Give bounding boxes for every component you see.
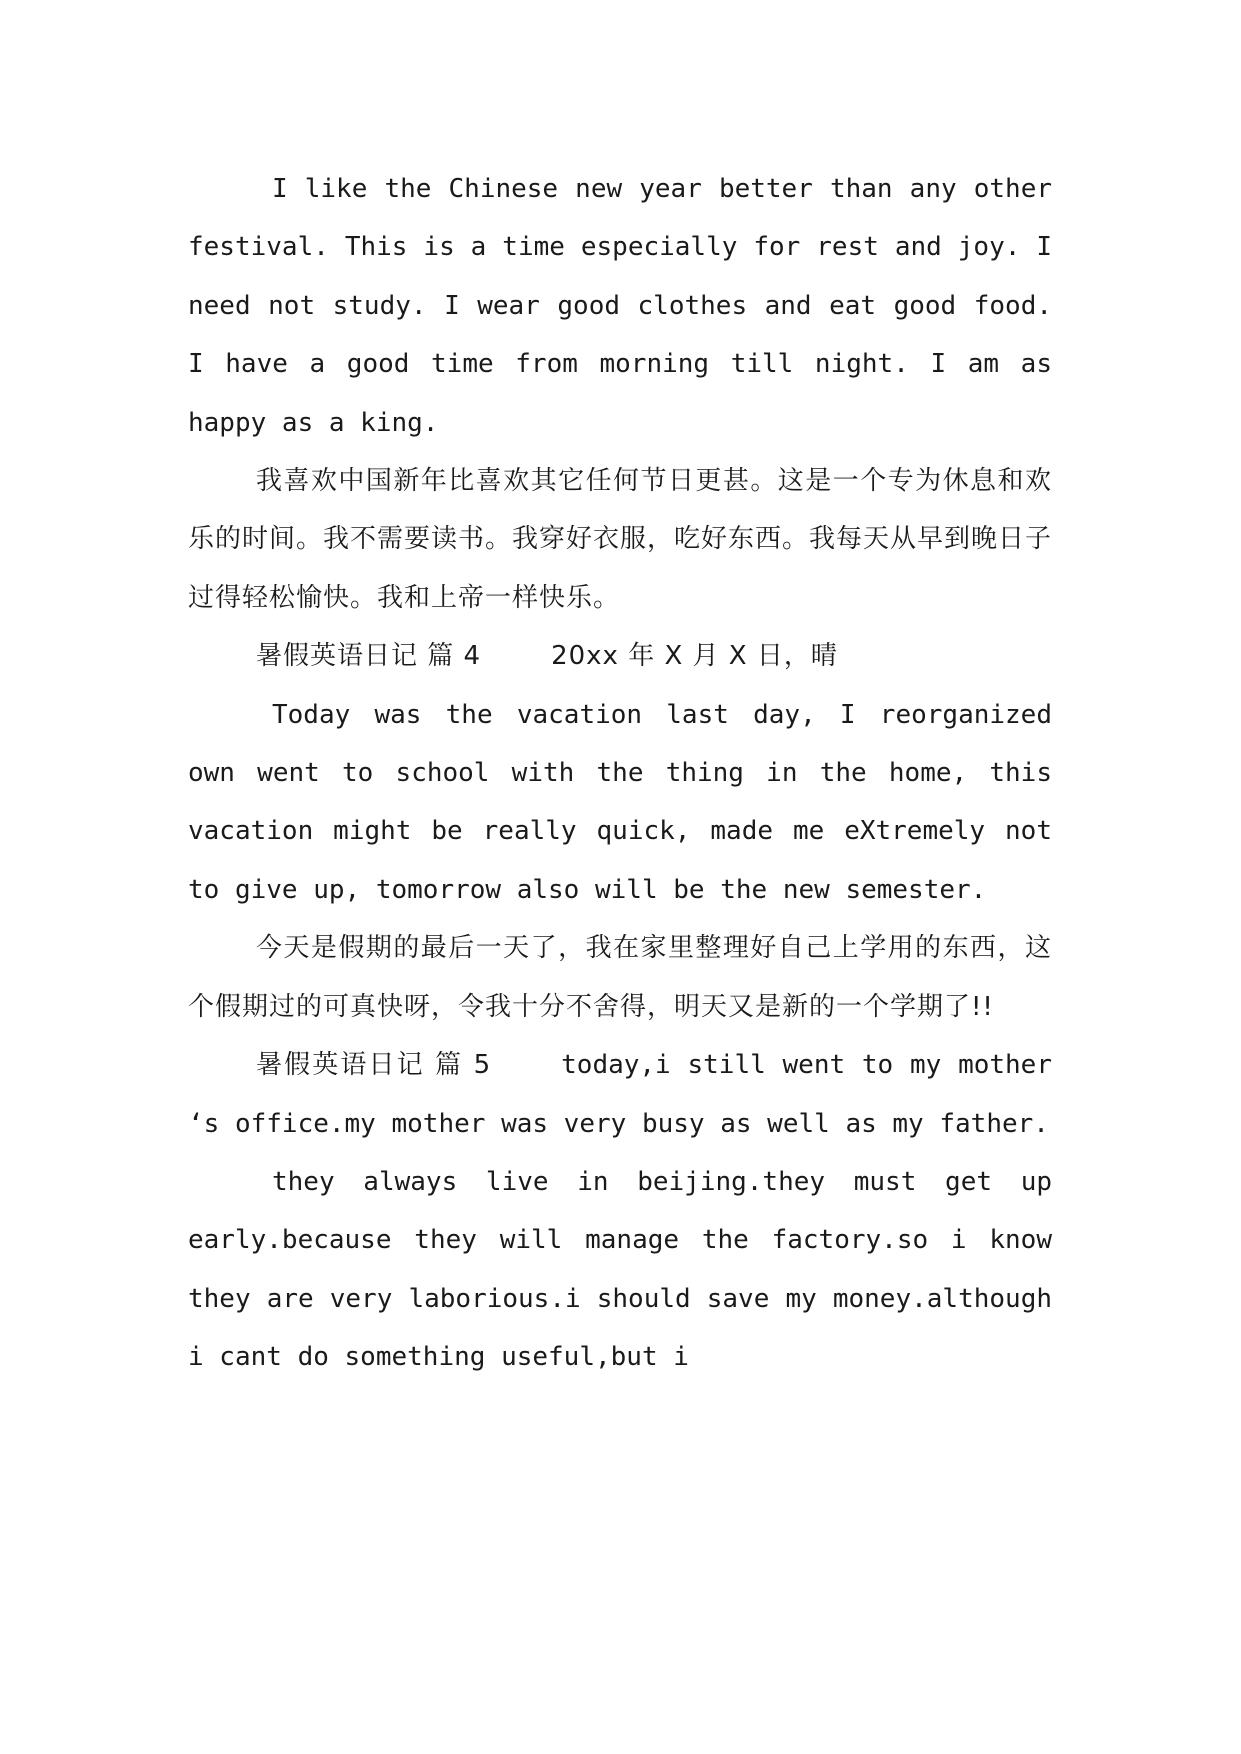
english-paragraph-vacation-last-day: Today was the vacation last day, I reorganized own went to school with the thing in the home, this vacation might be really quick, made me eXtremely not to give up, tomorrow also will be the new semester.: [188, 699, 1052, 905]
diary-heading-5-title: 暑假英语日记 篇 5: [256, 1050, 492, 1081]
document-body: [188, 160, 1052, 1387]
chinese-paragraph-chinese-new-year: 我喜欢中国新年比喜欢其它任何节日更甚。这是一个专为休息和欢乐的时间。我不需要读书。我穿好衣服，吃好东西。我每天从早到晚日子过得轻松愉快。我和上帝一样快乐。: [188, 466, 1053, 613]
english-paragraph-parents-beijing: they always live in beijing.they must get up early.because they will manage the factory.so i know they are very laborious.i should save my money.although i cant do something useful,but i: [188, 1166, 1052, 1373]
chinese-paragraph-vacation-last-day: 今天是假期的最后一天了，我在家里整理好自己上学用的东西，这个假期过的可真快呀，令我十分不舍得，明天又是新的一个学期了!!: [188, 933, 1052, 1022]
diary-heading-4-date: 20xx 年 X 月 X 日，晴: [551, 641, 838, 672]
diary-heading-4: [188, 627, 1052, 685]
english-paragraph-chinese-new-year: I like the Chinese new year better than any other festival. This is a time especially for rest and joy. I need not study. I wear good clothes and eat good food. I have a good time from morning till night. I am as happy as a king.: [188, 174, 1052, 438]
diary-entry-5-opening-text: today,i still went to my mother ‘s office.my mother was very busy as well as my father.: [188, 1050, 1052, 1139]
diary-heading-4-title: 暑假英语日记 篇 4: [256, 641, 482, 672]
diary-heading-5: [188, 1036, 1052, 1153]
